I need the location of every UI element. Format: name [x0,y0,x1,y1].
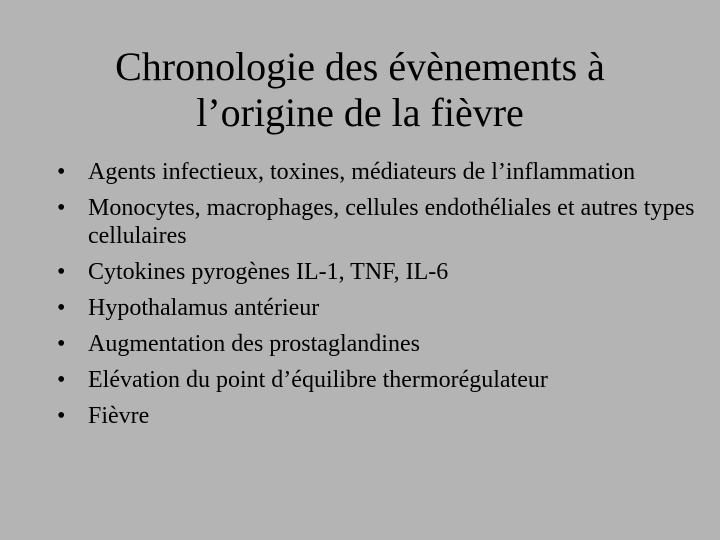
bullet-icon: • [57,367,66,393]
bullet-icon: • [57,195,66,221]
bullet-icon: • [57,403,66,429]
bullet-icon: • [57,159,66,185]
bullet-text: Agents infectieux, toxines, médiateurs de l’inflammation [88,159,636,185]
slide-title [60,44,660,136]
bullet-text: Elévation du point d’équilibre thermorégulateur [88,367,548,393]
bullet-text: Hypothalamus antérieur [88,295,320,321]
bullet-icon: • [57,259,66,285]
bullet-text: Cytokines pyrogènes IL-1, TNF, IL-6 [88,259,449,285]
bullet-item [57,258,697,286]
bullet-text: Augmentation des prostaglandines [88,331,420,357]
bullet-icon: • [57,295,66,321]
bullet-item [57,194,697,250]
title-line-1: Chronologie des évènements à [115,44,605,89]
bullet-item [57,158,697,186]
bullet-item [57,294,697,322]
bullet-item [57,330,697,358]
bullet-text: Fièvre [88,403,150,429]
bullet-icon: • [57,331,66,357]
bullet-list [57,158,697,438]
title-line-2: l’origine de la fièvre [196,90,524,135]
bullet-text: Monocytes, macrophages, cellules endothéliales et autres types cellulaires [88,195,695,249]
bullet-item [57,402,697,430]
bullet-item [57,366,697,394]
